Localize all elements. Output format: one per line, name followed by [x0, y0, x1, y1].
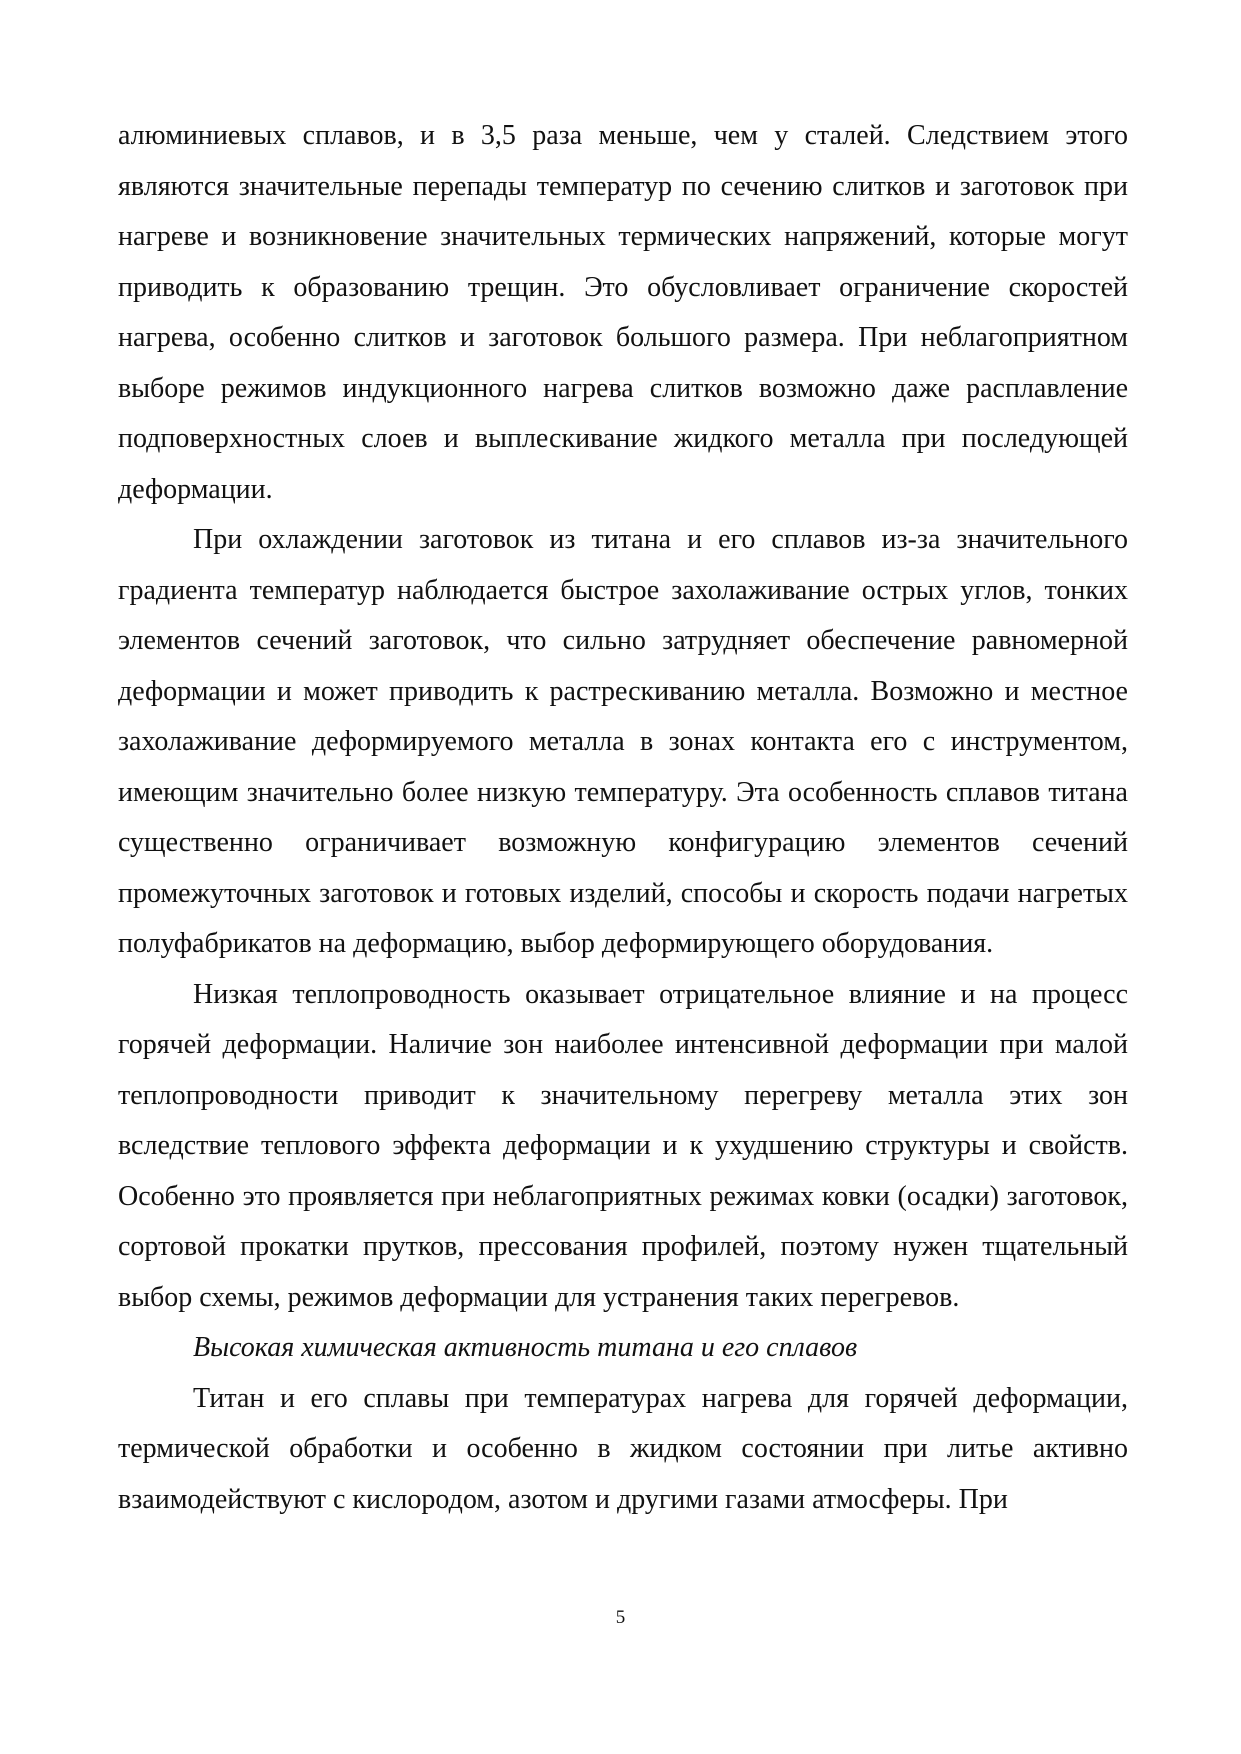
paragraph-continuation: алюминиевых сплавов, и в 3,5 раза меньше, чем у сталей. Следствием этого являются значительные перепады температур по сечению слитков и заготовок при нагреве и возникновение значительных термических напряжений, которые могут приводить к образованию трещин. Это обусловливает ограничение скоростей нагрева, особенно слитков и заготовок большого размера. При неблагоприятном выборе режимов индукционного нагрева слитков возможно даже расплавление подповерхностных слоев и выплескивание жидкого металла при последующей деформации.	[118, 120, 1128, 505]
paragraph-cooling: При охлаждении заготовок из титана и его сплавов из-за значительного градиента температур наблюдается быстрое захолаживание острых углов, тонких элементов сечений заготовок, что сильно затрудняет обеспечение равномерной деформации и может приводить к растрескиванию металла. Возможно и местное захолаживание деформируемого металла в зонах контакта его с инструментом, имеющим значительно более низкую температуру. Эта особенность сплавов титана существенно ограничивает возможную конфигурацию элементов сечений промежуточных заготовок и готовых изделий, способы и скорость подачи нагретых полуфабрикатов на деформацию, выбор деформирующего оборудования.	[118, 524, 1128, 959]
paragraph-chemical-activity: Титан и его сплавы при температурах нагрева для горячей деформации, термической обработки и особенно в жидком состоянии при литье активно взаимодействуют с кислородом, азотом и другими газами атмосферы. При	[118, 1382, 1128, 1515]
body-text	[118, 111, 1128, 1525]
paragraph-thermal-conductivity: Низкая теплопроводность оказывает отрицательное влияние и на процесс горячей деформации. Наличие зон наиболее интенсивной деформации при малой теплопроводности приводит к значительному перегреву металла этих зон вследствие теплового эффекта деформации и к ухудшению структуры и свойств. Особенно это проявляется при неблагоприятных режимах ковки (осадки) заготовок, сортовой прокатки прутков, прессования профилей, поэтому нужен тщательный выбор схемы, режимов деформации для устранения таких перегревов.	[118, 978, 1128, 1313]
page-number: 5	[615, 1607, 626, 1628]
section-subheading: Высокая химическая активность титана и его сплавов	[193, 1332, 858, 1363]
